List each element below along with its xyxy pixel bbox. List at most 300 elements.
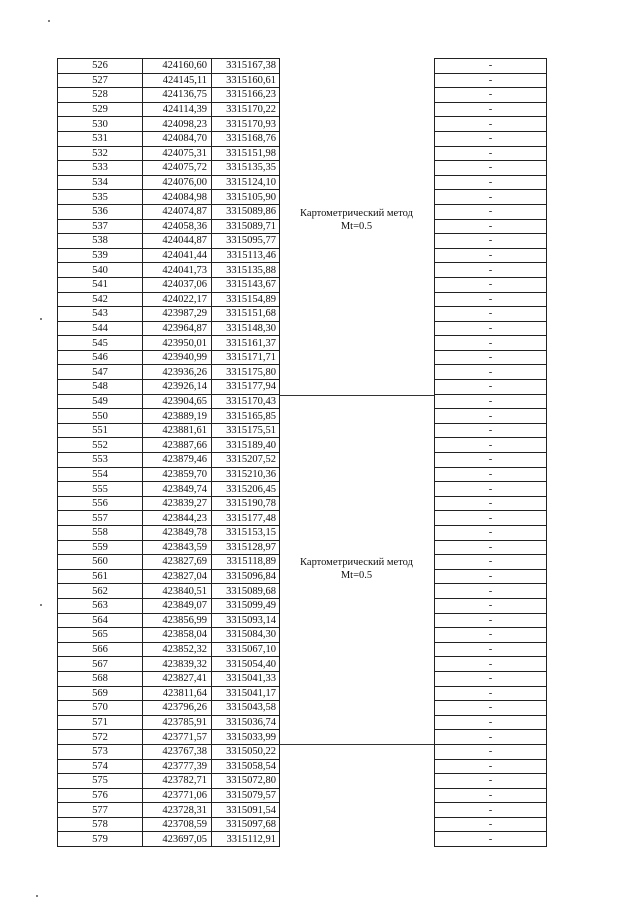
- point-number: 534: [58, 175, 143, 190]
- y-coordinate: 3315153,15: [212, 526, 280, 541]
- dash-cell: -: [435, 190, 547, 205]
- y-coordinate: 3315099,49: [212, 598, 280, 613]
- method-note-1: [279, 207, 434, 233]
- point-number: 566: [58, 642, 143, 657]
- table-row: [58, 759, 280, 774]
- point-number: 555: [58, 482, 143, 497]
- coordinates-table: [57, 58, 280, 847]
- table-row: [435, 788, 547, 803]
- x-coordinate: 423771,57: [143, 730, 212, 745]
- dash-cell: -: [435, 453, 547, 468]
- table-row: [435, 394, 547, 409]
- dash-cell: -: [435, 438, 547, 453]
- point-number: 538: [58, 234, 143, 249]
- table-row: [435, 292, 547, 307]
- y-coordinate: 3315089,68: [212, 584, 280, 599]
- table-row: [435, 146, 547, 161]
- y-coordinate: 3315128,97: [212, 540, 280, 555]
- table-row: [58, 234, 280, 249]
- dash-cell: -: [435, 350, 547, 365]
- dash-cell: -: [435, 817, 547, 832]
- table-row: [435, 467, 547, 482]
- x-coordinate: 424037,06: [143, 277, 212, 292]
- group-separator: [279, 744, 434, 745]
- y-coordinate: 3315072,80: [212, 774, 280, 789]
- table-row: [58, 131, 280, 146]
- table-row: [58, 146, 280, 161]
- table-row: [435, 686, 547, 701]
- dash-cell: -: [435, 701, 547, 716]
- dash-cell: -: [435, 73, 547, 88]
- y-coordinate: 3315058,54: [212, 759, 280, 774]
- table-row: [435, 671, 547, 686]
- y-coordinate: 3315124,10: [212, 175, 280, 190]
- y-coordinate: 3315036,74: [212, 715, 280, 730]
- dash-cell: -: [435, 628, 547, 643]
- point-number: 526: [58, 59, 143, 74]
- table-row: [435, 409, 547, 424]
- point-number: 537: [58, 219, 143, 234]
- table-row: [435, 759, 547, 774]
- dash-cell: -: [435, 803, 547, 818]
- table-row: [58, 394, 280, 409]
- y-coordinate: 3315112,91: [212, 832, 280, 847]
- y-coordinate: 3315067,10: [212, 642, 280, 657]
- x-coordinate: 423881,61: [143, 423, 212, 438]
- x-coordinate: 423856,99: [143, 613, 212, 628]
- table-row: [58, 569, 280, 584]
- point-number: 532: [58, 146, 143, 161]
- y-coordinate: 3315177,94: [212, 380, 280, 395]
- table-row: [58, 438, 280, 453]
- point-number: 573: [58, 744, 143, 759]
- dash-cell: -: [435, 569, 547, 584]
- table-row: [435, 715, 547, 730]
- table-row: [435, 540, 547, 555]
- table-row: [435, 59, 547, 74]
- dash-cell: -: [435, 161, 547, 176]
- table-row: [58, 832, 280, 847]
- point-number: 578: [58, 817, 143, 832]
- y-coordinate: 3315189,40: [212, 438, 280, 453]
- table-row: [58, 598, 280, 613]
- point-number: 533: [58, 161, 143, 176]
- table-row: [435, 190, 547, 205]
- table-row: [435, 117, 547, 132]
- x-coordinate: 424075,31: [143, 146, 212, 161]
- table-row: [435, 131, 547, 146]
- dash-cell: -: [435, 774, 547, 789]
- x-coordinate: 424160,60: [143, 59, 212, 74]
- point-number: 564: [58, 613, 143, 628]
- point-number: 546: [58, 350, 143, 365]
- dash-cell: -: [435, 175, 547, 190]
- table-row: [435, 569, 547, 584]
- x-coordinate: 423839,27: [143, 496, 212, 511]
- dash-cell: -: [435, 686, 547, 701]
- table-row: [58, 263, 280, 278]
- point-number: 542: [58, 292, 143, 307]
- table-row: [435, 803, 547, 818]
- point-number: 568: [58, 671, 143, 686]
- table-row: [58, 161, 280, 176]
- table-row: [435, 204, 547, 219]
- x-coordinate: 423849,07: [143, 598, 212, 613]
- table-row: [435, 453, 547, 468]
- point-number: 554: [58, 467, 143, 482]
- point-number: 529: [58, 102, 143, 117]
- dash-cell: -: [435, 511, 547, 526]
- table-row: [435, 307, 547, 322]
- x-coordinate: 423852,32: [143, 642, 212, 657]
- y-coordinate: 3315105,90: [212, 190, 280, 205]
- dash-cell: -: [435, 788, 547, 803]
- x-coordinate: 423811,64: [143, 686, 212, 701]
- dash-cell: -: [435, 59, 547, 74]
- dash-cell: -: [435, 219, 547, 234]
- y-coordinate: 3315168,76: [212, 131, 280, 146]
- method-name: Картометрический метод: [300, 557, 413, 568]
- x-coordinate: 423936,26: [143, 365, 212, 380]
- table-row: [435, 598, 547, 613]
- dash-cell: -: [435, 496, 547, 511]
- table-row: [435, 234, 547, 249]
- table-row: [58, 307, 280, 322]
- x-coordinate: 423827,69: [143, 555, 212, 570]
- table-row: [435, 438, 547, 453]
- point-number: 574: [58, 759, 143, 774]
- table-row: [435, 774, 547, 789]
- x-coordinate: 424076,00: [143, 175, 212, 190]
- y-coordinate: 3315089,86: [212, 204, 280, 219]
- y-coordinate: 3315161,37: [212, 336, 280, 351]
- table-row: [58, 701, 280, 716]
- table-row: [58, 175, 280, 190]
- point-number: 527: [58, 73, 143, 88]
- table-row: [435, 102, 547, 117]
- dash-cell: -: [435, 482, 547, 497]
- table-row: [58, 730, 280, 745]
- x-coordinate: 423767,38: [143, 744, 212, 759]
- dash-cell: -: [435, 584, 547, 599]
- table-row: [435, 88, 547, 103]
- table-row: [58, 248, 280, 263]
- point-number: 561: [58, 569, 143, 584]
- point-number: 563: [58, 598, 143, 613]
- x-coordinate: 424084,70: [143, 131, 212, 146]
- y-coordinate: 3315033,99: [212, 730, 280, 745]
- table-row: [435, 175, 547, 190]
- x-coordinate: 423839,32: [143, 657, 212, 672]
- point-number: 576: [58, 788, 143, 803]
- y-coordinate: 3315135,35: [212, 161, 280, 176]
- table-row: [58, 496, 280, 511]
- table-row: [58, 482, 280, 497]
- x-coordinate: 424075,72: [143, 161, 212, 176]
- x-coordinate: 423782,71: [143, 774, 212, 789]
- dash-cell: -: [435, 467, 547, 482]
- point-number: 560: [58, 555, 143, 570]
- dash-cell: -: [435, 117, 547, 132]
- table-row: [58, 744, 280, 759]
- point-number: 557: [58, 511, 143, 526]
- dash-cell: -: [435, 555, 547, 570]
- table-row: [435, 555, 547, 570]
- method-name: Картометрический метод: [300, 208, 413, 219]
- table-row: [58, 715, 280, 730]
- table-row: [58, 102, 280, 117]
- dash-cell: -: [435, 380, 547, 395]
- x-coordinate: 423771,06: [143, 788, 212, 803]
- dash-cell: -: [435, 744, 547, 759]
- y-coordinate: 3315206,45: [212, 482, 280, 497]
- dash-cell: -: [435, 102, 547, 117]
- table-row: [58, 190, 280, 205]
- y-coordinate: 3315089,71: [212, 219, 280, 234]
- method-note-2: [279, 556, 434, 582]
- table-row: [58, 336, 280, 351]
- x-coordinate: 423840,51: [143, 584, 212, 599]
- y-coordinate: 3315135,88: [212, 263, 280, 278]
- point-number: 551: [58, 423, 143, 438]
- table-row: [58, 467, 280, 482]
- y-coordinate: 3315170,93: [212, 117, 280, 132]
- table-row: [58, 540, 280, 555]
- point-number: 570: [58, 701, 143, 716]
- x-coordinate: 423964,87: [143, 321, 212, 336]
- point-number: 567: [58, 657, 143, 672]
- table-row: [435, 350, 547, 365]
- x-coordinate: 423843,59: [143, 540, 212, 555]
- x-coordinate: 423844,23: [143, 511, 212, 526]
- scan-speck: [36, 895, 38, 897]
- group-separator: [279, 395, 434, 396]
- table-row: [58, 628, 280, 643]
- y-coordinate: 3315167,38: [212, 59, 280, 74]
- table-row: [435, 584, 547, 599]
- x-coordinate: 423950,01: [143, 336, 212, 351]
- table-row: [435, 482, 547, 497]
- dash-cell: -: [435, 613, 547, 628]
- table-row: [58, 555, 280, 570]
- method-accuracy: Mt=0.5: [340, 570, 373, 581]
- y-coordinate: 3315143,67: [212, 277, 280, 292]
- y-coordinate: 3315175,51: [212, 423, 280, 438]
- table-row: [58, 117, 280, 132]
- dash-cell: -: [435, 598, 547, 613]
- x-coordinate: 423858,04: [143, 628, 212, 643]
- table-row: [435, 628, 547, 643]
- scan-speck: [48, 20, 50, 22]
- dash-cell: -: [435, 321, 547, 336]
- y-coordinate: 3315095,77: [212, 234, 280, 249]
- x-coordinate: 424044,87: [143, 234, 212, 249]
- x-coordinate: 423796,26: [143, 701, 212, 716]
- y-coordinate: 3315084,30: [212, 628, 280, 643]
- table-row: [58, 774, 280, 789]
- point-number: 540: [58, 263, 143, 278]
- x-coordinate: 424145,11: [143, 73, 212, 88]
- point-number: 562: [58, 584, 143, 599]
- table-row: [435, 642, 547, 657]
- x-coordinate: 424074,87: [143, 204, 212, 219]
- table-row: [58, 59, 280, 74]
- table-row: [435, 730, 547, 745]
- dash-cell: -: [435, 671, 547, 686]
- table-row: [58, 292, 280, 307]
- dash-cell: -: [435, 263, 547, 278]
- table-row: [435, 657, 547, 672]
- table-row: [435, 423, 547, 438]
- table-row: [435, 73, 547, 88]
- point-number: 565: [58, 628, 143, 643]
- table-row: [58, 365, 280, 380]
- point-number: 577: [58, 803, 143, 818]
- table-row: [58, 511, 280, 526]
- y-coordinate: 3315148,30: [212, 321, 280, 336]
- dash-cell: -: [435, 336, 547, 351]
- point-number: 530: [58, 117, 143, 132]
- point-number: 535: [58, 190, 143, 205]
- y-coordinate: 3315170,43: [212, 394, 280, 409]
- point-number: 579: [58, 832, 143, 847]
- table-row: [435, 161, 547, 176]
- y-coordinate: 3315207,52: [212, 453, 280, 468]
- point-number: 550: [58, 409, 143, 424]
- table-row: [58, 73, 280, 88]
- y-coordinate: 3315175,80: [212, 365, 280, 380]
- table-row: [435, 248, 547, 263]
- table-row: [435, 380, 547, 395]
- x-coordinate: 423887,66: [143, 438, 212, 453]
- point-number: 541: [58, 277, 143, 292]
- dash-cell: -: [435, 642, 547, 657]
- point-number: 547: [58, 365, 143, 380]
- dash-cell: -: [435, 277, 547, 292]
- dash-cell: -: [435, 730, 547, 745]
- x-coordinate: 424022,17: [143, 292, 212, 307]
- point-number: 545: [58, 336, 143, 351]
- x-coordinate: 423926,14: [143, 380, 212, 395]
- table-row: [58, 204, 280, 219]
- point-number: 549: [58, 394, 143, 409]
- point-number: 544: [58, 321, 143, 336]
- point-number: 553: [58, 453, 143, 468]
- table-row: [58, 642, 280, 657]
- point-number: 559: [58, 540, 143, 555]
- x-coordinate: 423849,74: [143, 482, 212, 497]
- table-row: [435, 832, 547, 847]
- dash-cell: -: [435, 307, 547, 322]
- table-row: [435, 321, 547, 336]
- dash-cell: -: [435, 204, 547, 219]
- table-row: [435, 219, 547, 234]
- x-coordinate: 423697,05: [143, 832, 212, 847]
- y-coordinate: 3315166,23: [212, 88, 280, 103]
- x-coordinate: 424136,75: [143, 88, 212, 103]
- x-coordinate: 423879,46: [143, 453, 212, 468]
- table-row: [435, 817, 547, 832]
- right-dash-column: [434, 58, 547, 847]
- y-coordinate: 3315041,33: [212, 671, 280, 686]
- point-number: 552: [58, 438, 143, 453]
- x-coordinate: 423859,70: [143, 467, 212, 482]
- table-row: [435, 744, 547, 759]
- x-coordinate: 423827,04: [143, 569, 212, 584]
- table-row: [58, 423, 280, 438]
- x-coordinate: 424041,73: [143, 263, 212, 278]
- y-coordinate: 3315079,57: [212, 788, 280, 803]
- y-coordinate: 3315151,68: [212, 307, 280, 322]
- dash-cell: -: [435, 146, 547, 161]
- table-row: [58, 219, 280, 234]
- y-coordinate: 3315097,68: [212, 817, 280, 832]
- dash-cell: -: [435, 540, 547, 555]
- x-coordinate: 424058,36: [143, 219, 212, 234]
- y-coordinate: 3315151,98: [212, 146, 280, 161]
- y-coordinate: 3315091,54: [212, 803, 280, 818]
- dash-cell: -: [435, 131, 547, 146]
- y-coordinate: 3315118,89: [212, 555, 280, 570]
- table-row: [58, 88, 280, 103]
- dash-cell: -: [435, 409, 547, 424]
- dash-cell: -: [435, 292, 547, 307]
- x-coordinate: 423777,39: [143, 759, 212, 774]
- point-number: 536: [58, 204, 143, 219]
- table-row: [58, 321, 280, 336]
- table-row: [58, 453, 280, 468]
- point-number: 531: [58, 131, 143, 146]
- y-coordinate: 3315170,22: [212, 102, 280, 117]
- x-coordinate: 424041,44: [143, 248, 212, 263]
- point-number: 543: [58, 307, 143, 322]
- y-coordinate: 3315160,61: [212, 73, 280, 88]
- x-coordinate: 423728,31: [143, 803, 212, 818]
- y-coordinate: 3315177,48: [212, 511, 280, 526]
- dash-cell: -: [435, 394, 547, 409]
- dash-cell: -: [435, 832, 547, 847]
- scan-speck: [40, 318, 42, 320]
- x-coordinate: 424084,98: [143, 190, 212, 205]
- dash-cell: -: [435, 88, 547, 103]
- point-number: 558: [58, 526, 143, 541]
- table-row: [58, 686, 280, 701]
- point-number: 569: [58, 686, 143, 701]
- point-number: 539: [58, 248, 143, 263]
- dash-cell: -: [435, 423, 547, 438]
- y-coordinate: 3315154,89: [212, 292, 280, 307]
- table-row: [58, 584, 280, 599]
- table-row: [435, 336, 547, 351]
- table-row: [58, 657, 280, 672]
- table-row: [58, 409, 280, 424]
- x-coordinate: 424098,23: [143, 117, 212, 132]
- dash-cell: -: [435, 657, 547, 672]
- x-coordinate: 424114,39: [143, 102, 212, 117]
- table-row: [58, 277, 280, 292]
- x-coordinate: 423889,19: [143, 409, 212, 424]
- x-coordinate: 423849,78: [143, 526, 212, 541]
- table-row: [58, 526, 280, 541]
- x-coordinate: 423987,29: [143, 307, 212, 322]
- table-row: [58, 380, 280, 395]
- table-row: [435, 277, 547, 292]
- table-row: [58, 671, 280, 686]
- point-number: 571: [58, 715, 143, 730]
- y-coordinate: 3315043,58: [212, 701, 280, 716]
- y-coordinate: 3315096,84: [212, 569, 280, 584]
- dash-cell: -: [435, 526, 547, 541]
